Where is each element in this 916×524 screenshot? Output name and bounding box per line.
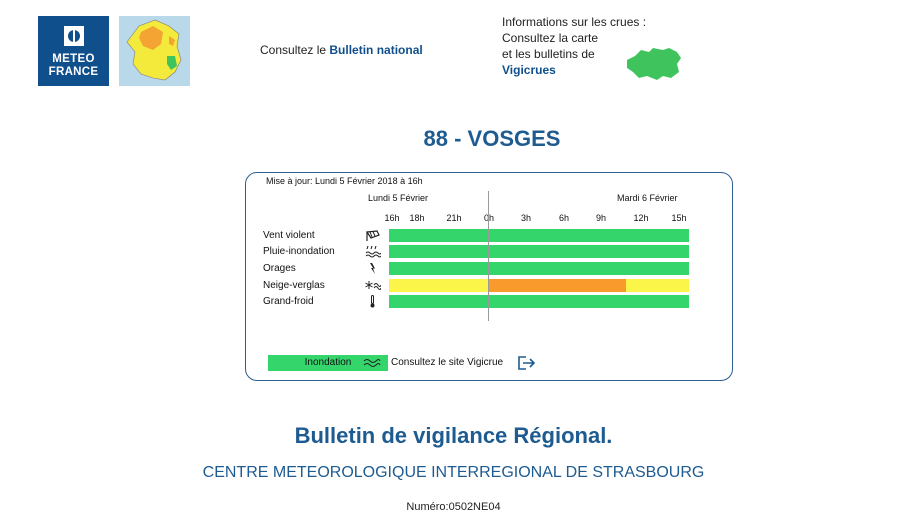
bulletin-number: Numéro:0502NE04: [406, 501, 501, 513]
national-bulletin-link[interactable]: [260, 43, 423, 57]
current-time-line: [488, 191, 489, 321]
meteo-france-logo[interactable]: [38, 16, 109, 86]
level-segment-green: [389, 262, 689, 275]
day1-label: Lundi 5 Février: [368, 193, 429, 203]
timeline-bar-grand-froid: [389, 295, 689, 308]
vigicrue-site-link[interactable]: Consultez le site Vigicrue: [391, 357, 504, 368]
france-vigilance-map-icon[interactable]: [119, 16, 190, 86]
time-tick: 3h: [520, 213, 532, 223]
national-prefix: Consultez le: [260, 43, 330, 57]
time-tick: 18h: [409, 213, 425, 223]
time-tick: 21h: [446, 213, 462, 223]
row-label-vent-violent: Vent violent: [263, 230, 315, 241]
inondation-legend-badge: Inondation: [268, 355, 388, 371]
external-link-icon[interactable]: [517, 355, 537, 371]
crues-line3: et les bulletins de: [502, 47, 595, 61]
row-label-pluie-inondation: Pluie-inondation: [263, 246, 335, 257]
vigicrues-link[interactable]: Vigicrues: [502, 63, 556, 77]
department-title: 88 - VOSGES: [423, 126, 561, 151]
time-tick: 12h: [633, 213, 649, 223]
timeline-bar-pluie-inondation: [389, 245, 689, 258]
thermometer-icon: [365, 295, 381, 308]
crues-line2: Consultez la carte: [502, 31, 599, 45]
time-tick: 15h: [671, 213, 687, 223]
wind-icon: [365, 229, 381, 242]
row-label-neige-verglas: Neige-verglas: [263, 280, 325, 291]
logo-text-line1: METEO: [52, 53, 95, 65]
rain-flood-icon: [365, 245, 381, 258]
snow-ice-icon: [365, 279, 381, 292]
update-timestamp: Mise à jour: Lundi 5 Février 2018 à 16h: [266, 176, 423, 186]
level-segment-green: [389, 295, 689, 308]
flood-wave-icon: [363, 355, 381, 371]
time-tick: 6h: [558, 213, 570, 223]
bulletin-title: Bulletin de vigilance Régional.: [294, 423, 613, 448]
time-tick: 0h: [483, 213, 495, 223]
timeline-bar-vent-violent: [389, 229, 689, 242]
day2-label: Mardi 6 Février: [617, 193, 678, 203]
vigilance-timeline-card: [245, 172, 733, 381]
vigicrues-map-icon[interactable]: [623, 46, 685, 82]
level-segment-green: [389, 229, 689, 242]
level-segment-yellow: [626, 279, 689, 292]
national-link-text[interactable]: Bulletin national: [329, 43, 423, 57]
time-tick: 9h: [595, 213, 607, 223]
level-segment-orange: [488, 279, 626, 292]
time-tick: 16h: [384, 213, 400, 223]
row-label-grand-froid: Grand-froid: [263, 296, 314, 307]
level-segment-yellow: [389, 279, 488, 292]
timeline-bar-neige-verglas: [389, 279, 689, 292]
logo-text-line2: FRANCE: [48, 66, 99, 78]
center-name: CENTRE METEOROLOGIQUE INTERREGIONAL DE STRASBOURG: [202, 464, 705, 481]
meteo-emblem-icon: [64, 26, 84, 46]
timeline-bar-orages: [389, 262, 689, 275]
lightning-icon: [365, 262, 381, 275]
level-segment-green: [389, 245, 689, 258]
row-label-orages: Orages: [263, 263, 296, 274]
crues-line1: Informations sur les crues :: [502, 15, 647, 29]
